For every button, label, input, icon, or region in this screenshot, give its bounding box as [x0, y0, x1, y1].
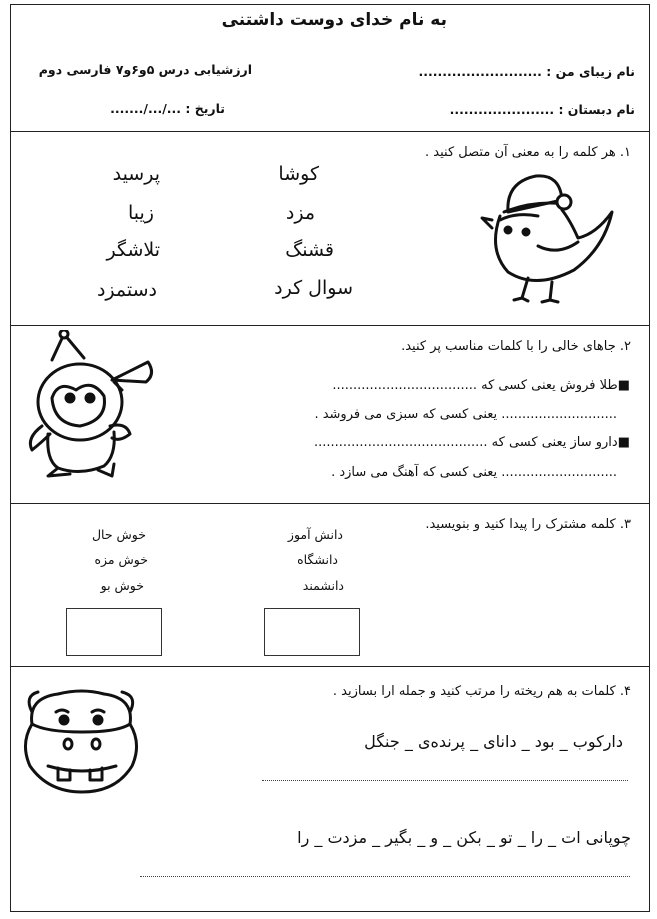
- q1-prompt: ۱. هر کلمه را به معنی آن متصل کنید .: [425, 145, 631, 160]
- q2-line-4[interactable]: ............................ یعنی کسی که آهنگ می سازد .: [331, 465, 617, 480]
- q3-prompt: ۳. کلمه مشترک را پیدا کنید و بنویسید.: [425, 517, 631, 532]
- q2-line-1[interactable]: ■طلا فروش یعنی کسی که ...................................: [332, 378, 630, 393]
- name-field[interactable]: نام زیبای من : ..........................: [418, 64, 635, 79]
- q3-group2-word: خوش حال: [91, 527, 146, 542]
- q1-word-right: زیبا: [128, 202, 154, 224]
- q4-answer-line-2[interactable]: [140, 876, 630, 877]
- q2-line-2[interactable]: ............................ یعنی کسی که سبزی می فروشد .: [314, 407, 617, 422]
- q3-group1-word: دانش آموز: [287, 527, 343, 542]
- q4-answer-line-1[interactable]: [262, 780, 628, 781]
- date-field[interactable]: تاریخ : .../.../.......: [110, 101, 225, 116]
- q1-word-left: کوشا: [278, 163, 319, 185]
- school-field[interactable]: نام دبستان : ......................: [449, 102, 635, 117]
- divider: [11, 666, 649, 667]
- q3-group1-word: دانشگاه: [297, 552, 338, 567]
- q3-group1-word: دانشمند: [302, 578, 344, 593]
- q4-prompt: ۴. کلمات به هم ریخته را مرتب کنید و جمله ارا بسازید .: [332, 684, 631, 699]
- q1-word-left: مزد: [285, 202, 315, 224]
- divider: [11, 131, 649, 132]
- q3-answer-box-2[interactable]: [66, 608, 162, 656]
- q2-line-3[interactable]: ■دارو ساز یعنی کسی که ..........................................: [313, 435, 630, 450]
- q3-answer-box-1[interactable]: [264, 608, 360, 656]
- q2-prompt: ۲. جاهای خالی را با کلمات مناسب پر کنید.: [401, 339, 631, 354]
- q1-word-right: پرسید: [112, 163, 160, 185]
- q3-group2-word: خوش مزه: [94, 552, 148, 567]
- bird-icon: [478, 160, 618, 305]
- exam-title: ارزشیابی درس ۵و۶و۷ فارسی دوم: [38, 62, 252, 77]
- page-title: به نام خدای دوست داشتنی: [221, 10, 447, 30]
- divider: [11, 503, 649, 504]
- hippo-icon: [18, 684, 148, 799]
- q1-word-left: قشنگ: [285, 239, 334, 261]
- q1-word-left: سوال کرد: [274, 277, 353, 299]
- q1-word-right: دستمزد: [96, 279, 157, 301]
- divider: [11, 325, 649, 326]
- q3-group2-word: خوش بو: [100, 578, 144, 593]
- q4-sentence-1: دارکوب _ بود _ دانای _ پرنده‌ی _ جنگل: [364, 732, 623, 751]
- penguin-icon: [18, 330, 168, 480]
- q4-sentence-2: چوپانی ات _ را _ تو _ بکن _ و _ بگیر _ مزدت _ را: [297, 828, 631, 847]
- q1-word-right: تلاشگر: [106, 239, 160, 261]
